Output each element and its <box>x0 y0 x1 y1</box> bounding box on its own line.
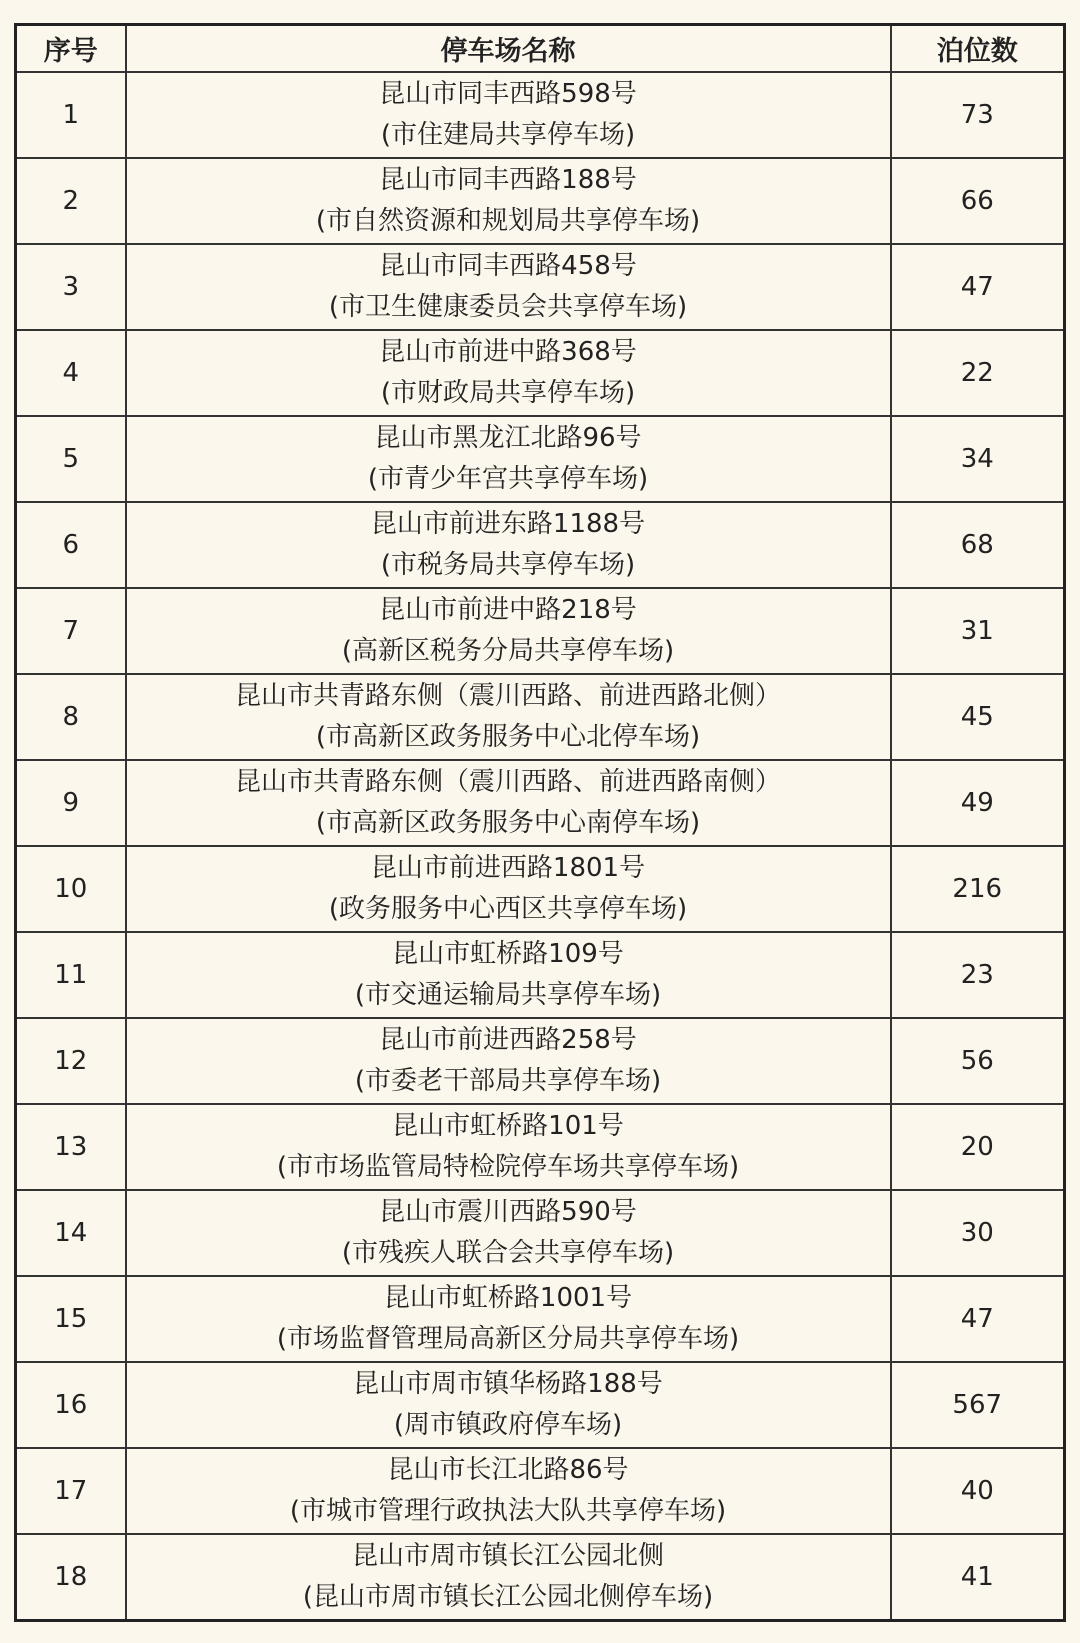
parking-name-cell <box>126 158 891 244</box>
parking-address: 昆山市共青路东侧（震川西路、前进西路南侧） <box>234 767 781 797</box>
parking-lot-name: (市残疾人联合会共享停车场) <box>341 1238 675 1268</box>
parking-address: 昆山市同丰西路458号 <box>379 251 637 281</box>
table-row <box>16 1190 1065 1276</box>
table-row <box>16 588 1065 674</box>
parking-name-cell <box>126 72 891 158</box>
row-number: 3 <box>16 244 126 330</box>
parking-lot-name: (市高新区政务服务中心北停车场) <box>315 722 701 752</box>
parking-address: 昆山市同丰西路188号 <box>379 165 637 195</box>
row-number: 12 <box>16 1018 126 1104</box>
parking-address: 昆山市共青路东侧（震川西路、前进西路北侧） <box>234 681 781 711</box>
row-number: 14 <box>16 1190 126 1276</box>
parking-spaces: 68 <box>891 502 1065 588</box>
parking-spaces: 56 <box>891 1018 1065 1104</box>
parking-lot-name: (市市场监管局特检院停车场共享停车场) <box>276 1152 740 1182</box>
parking-address: 昆山市虹桥路1001号 <box>383 1283 633 1313</box>
parking-lot-name: (政务服务中心西区共享停车场) <box>328 894 688 924</box>
parking-name-cell <box>126 588 891 674</box>
parking-lot-name: (市城市管理行政执法大队共享停车场) <box>289 1496 727 1526</box>
table-row <box>16 330 1065 416</box>
parking-spaces: 47 <box>891 1276 1065 1362</box>
parking-spaces: 73 <box>891 72 1065 158</box>
header-number: 序号 <box>16 25 126 73</box>
table-row <box>16 1018 1065 1104</box>
parking-lot-name: (市住建局共享停车场) <box>380 120 636 150</box>
parking-spaces: 567 <box>891 1362 1065 1448</box>
parking-lot-name: (市交通运输局共享停车场) <box>354 980 662 1010</box>
parking-name-cell <box>126 1190 891 1276</box>
header-parking-name: 停车场名称 <box>126 25 891 73</box>
parking-lot-name: (市税务局共享停车场) <box>380 550 636 580</box>
parking-spaces: 49 <box>891 760 1065 846</box>
row-number: 15 <box>16 1276 126 1362</box>
parking-spaces: 22 <box>891 330 1065 416</box>
parking-address: 昆山市前进中路368号 <box>379 337 637 367</box>
parking-address: 昆山市虹桥路101号 <box>392 1111 624 1141</box>
parking-lot-name: (市场监督管理局高新区分局共享停车场) <box>276 1324 740 1354</box>
table-row <box>16 244 1065 330</box>
parking-address: 昆山市长江北路86号 <box>387 1455 629 1485</box>
parking-lot-name: (市财政局共享停车场) <box>380 378 636 408</box>
parking-lot-name: (市委老干部局共享停车场) <box>354 1066 662 1096</box>
parking-address: 昆山市周市镇长江公园北侧 <box>351 1541 664 1571</box>
table-row <box>16 760 1065 846</box>
parking-name-cell <box>126 502 891 588</box>
parking-spaces: 34 <box>891 416 1065 502</box>
parking-name-cell <box>126 1276 891 1362</box>
parking-spaces: 20 <box>891 1104 1065 1190</box>
row-number: 16 <box>16 1362 126 1448</box>
parking-address: 昆山市黑龙江北路96号 <box>374 423 642 453</box>
row-number: 17 <box>16 1448 126 1534</box>
table-row <box>16 674 1065 760</box>
parking-lot-name: (市高新区政务服务中心南停车场) <box>315 808 701 838</box>
row-number: 10 <box>16 846 126 932</box>
row-number: 13 <box>16 1104 126 1190</box>
parking-spaces: 47 <box>891 244 1065 330</box>
parking-name-cell <box>126 1104 891 1190</box>
parking-spaces: 45 <box>891 674 1065 760</box>
parking-lot-name: (昆山市周市镇长江公园北侧停车场) <box>302 1582 714 1612</box>
parking-address: 昆山市虹桥路109号 <box>392 939 624 969</box>
row-number: 18 <box>16 1534 126 1621</box>
row-number: 4 <box>16 330 126 416</box>
table-row <box>16 932 1065 1018</box>
table-row <box>16 1534 1065 1621</box>
parking-address: 昆山市同丰西路598号 <box>379 79 637 109</box>
parking-name-cell <box>126 330 891 416</box>
parking-name-cell <box>126 760 891 846</box>
row-number: 5 <box>16 416 126 502</box>
parking-spaces: 66 <box>891 158 1065 244</box>
table-row <box>16 1276 1065 1362</box>
parking-spaces: 31 <box>891 588 1065 674</box>
table-row <box>16 72 1065 158</box>
parking-name-cell <box>126 1018 891 1104</box>
parking-spaces: 40 <box>891 1448 1065 1534</box>
parking-spaces: 216 <box>891 846 1065 932</box>
row-number: 9 <box>16 760 126 846</box>
table-row <box>16 1448 1065 1534</box>
parking-address: 昆山市震川西路590号 <box>379 1197 637 1227</box>
parking-spaces: 41 <box>891 1534 1065 1621</box>
parking-lot-name: (市青少年宫共享停车场) <box>367 464 649 494</box>
parking-lot-name: (周市镇政府停车场) <box>393 1410 623 1440</box>
table-row <box>16 416 1065 502</box>
parking-spaces: 23 <box>891 932 1065 1018</box>
row-number: 2 <box>16 158 126 244</box>
parking-name-cell <box>126 416 891 502</box>
parking-name-cell <box>126 1534 891 1621</box>
parking-name-cell <box>126 1362 891 1448</box>
parking-name-cell <box>126 674 891 760</box>
parking-lot-table <box>14 23 1066 1622</box>
parking-address: 昆山市前进中路218号 <box>379 595 637 625</box>
parking-address: 昆山市前进西路258号 <box>379 1025 637 1055</box>
parking-lot-name: (市自然资源和规划局共享停车场) <box>315 206 701 236</box>
table-header-row <box>16 25 1065 73</box>
table-row <box>16 502 1065 588</box>
row-number: 11 <box>16 932 126 1018</box>
parking-address: 昆山市周市镇华杨路188号 <box>353 1369 663 1399</box>
table-row <box>16 1362 1065 1448</box>
row-number: 6 <box>16 502 126 588</box>
parking-lot-name: (高新区税务分局共享停车场) <box>341 636 675 666</box>
table-row <box>16 846 1065 932</box>
row-number: 7 <box>16 588 126 674</box>
row-number: 1 <box>16 72 126 158</box>
header-spaces: 泊位数 <box>891 25 1065 73</box>
parking-address: 昆山市前进东路1188号 <box>370 509 646 539</box>
parking-spaces: 30 <box>891 1190 1065 1276</box>
table-row <box>16 158 1065 244</box>
parking-address: 昆山市前进西路1801号 <box>370 853 646 883</box>
row-number: 8 <box>16 674 126 760</box>
table-row <box>16 1104 1065 1190</box>
parking-name-cell <box>126 932 891 1018</box>
parking-name-cell <box>126 1448 891 1534</box>
parking-lot-name: (市卫生健康委员会共享停车场) <box>328 292 688 322</box>
parking-name-cell <box>126 244 891 330</box>
parking-name-cell <box>126 846 891 932</box>
